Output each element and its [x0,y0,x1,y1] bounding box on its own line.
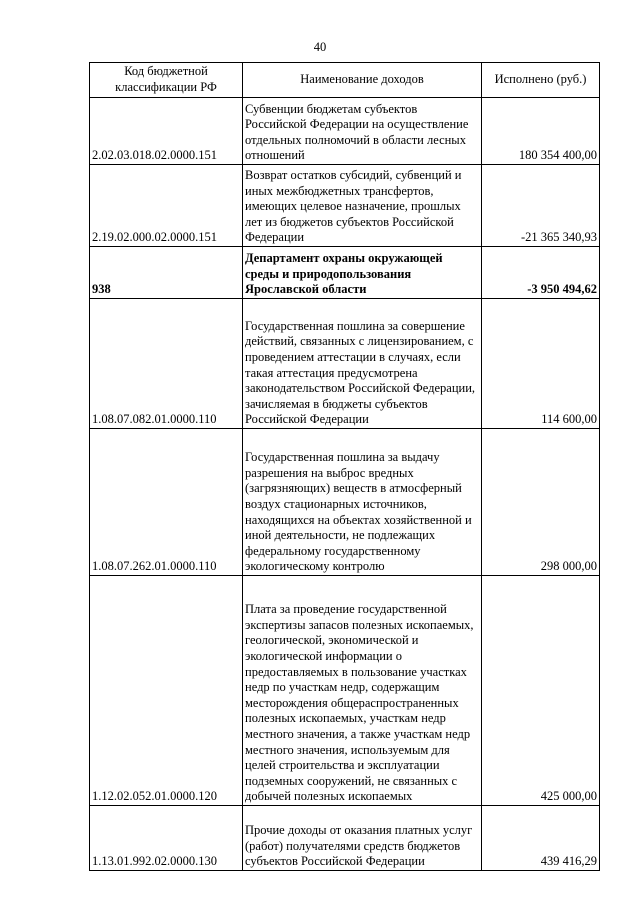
row-name: Прочие доходы от оказания платных услуг (работ) получателями средств бюджетов субъектов Российской Федерации [243,806,482,871]
row-name: Субвенции бюджетам субъектов Российской Федерации на осуществление отдельных полномочий в области лесных отношений [243,98,482,165]
row-amount: 298 000,00 [482,429,600,576]
row-code: 2.19.02.000.02.0000.151 [90,165,243,247]
header-amount: Исполнено (руб.) [482,63,600,98]
row-amount: -21 365 340,93 [482,165,600,247]
table-row [90,98,600,165]
header-name: Наименование доходов [243,63,482,98]
row-amount: 114 600,00 [482,299,600,429]
row-code: 2.02.03.018.02.0000.151 [90,98,243,165]
row-code: 938 [90,247,243,299]
row-code: 1.13.01.992.02.0000.130 [90,806,243,871]
row-name: Департамент охраны окружающей среды и природопользования Ярославской области [243,247,482,299]
row-code: 1.08.07.262.01.0000.110 [90,429,243,576]
row-amount: 180 354 400,00 [482,98,600,165]
row-code: 1.12.02.052.01.0000.120 [90,576,243,806]
table-header-row [90,63,600,98]
row-name: Государственная пошлина за выдачу разрешения на выброс вредных (загрязняющих) веществ в атмосферный воздух стационарных источников, находящихся на объектах хозяйственной и иной деятельности, не подлежащих федеральному государственному экологическому контролю [243,429,482,576]
budget-revenue-table [89,62,600,871]
row-amount: -3 950 494,62 [482,247,600,299]
table-row-department [90,247,600,299]
table-row [90,576,600,806]
header-code: Код бюджетной классификации РФ [90,63,243,98]
row-code: 1.08.07.082.01.0000.110 [90,299,243,429]
row-name: Возврат остатков субсидий, субвенций и иных межбюджетных трансфертов, имеющих целевое назначение, прошлых лет из бюджетов субъектов Российской Федерации [243,165,482,247]
row-name: Государственная пошлина за совершение действий, связанных с лицензированием, с проведением аттестации в случаях, если такая аттестация предусмотрена законодательством Российской Федерации, зачисляемая в бюджеты субъектов Российской Федерации [243,299,482,429]
table-row [90,165,600,247]
table-row [90,429,600,576]
row-amount: 425 000,00 [482,576,600,806]
row-amount: 439 416,29 [482,806,600,871]
row-name: Плата за проведение государственной экспертизы запасов полезных ископаемых, геологической, экономической и экологической информации о предоставляемых в пользование участках недр по участкам недр, содержащим месторождения общераспространенных полезных ископаемых, участкам недр местного значения, а также участкам недр местного значения, используемым для целей строительства и эксплуатации подземных сооружений, не связанных с добычей полезных ископаемых [243,576,482,806]
page-number: 40 [313,40,327,54]
table-row [90,299,600,429]
table-row [90,806,600,871]
